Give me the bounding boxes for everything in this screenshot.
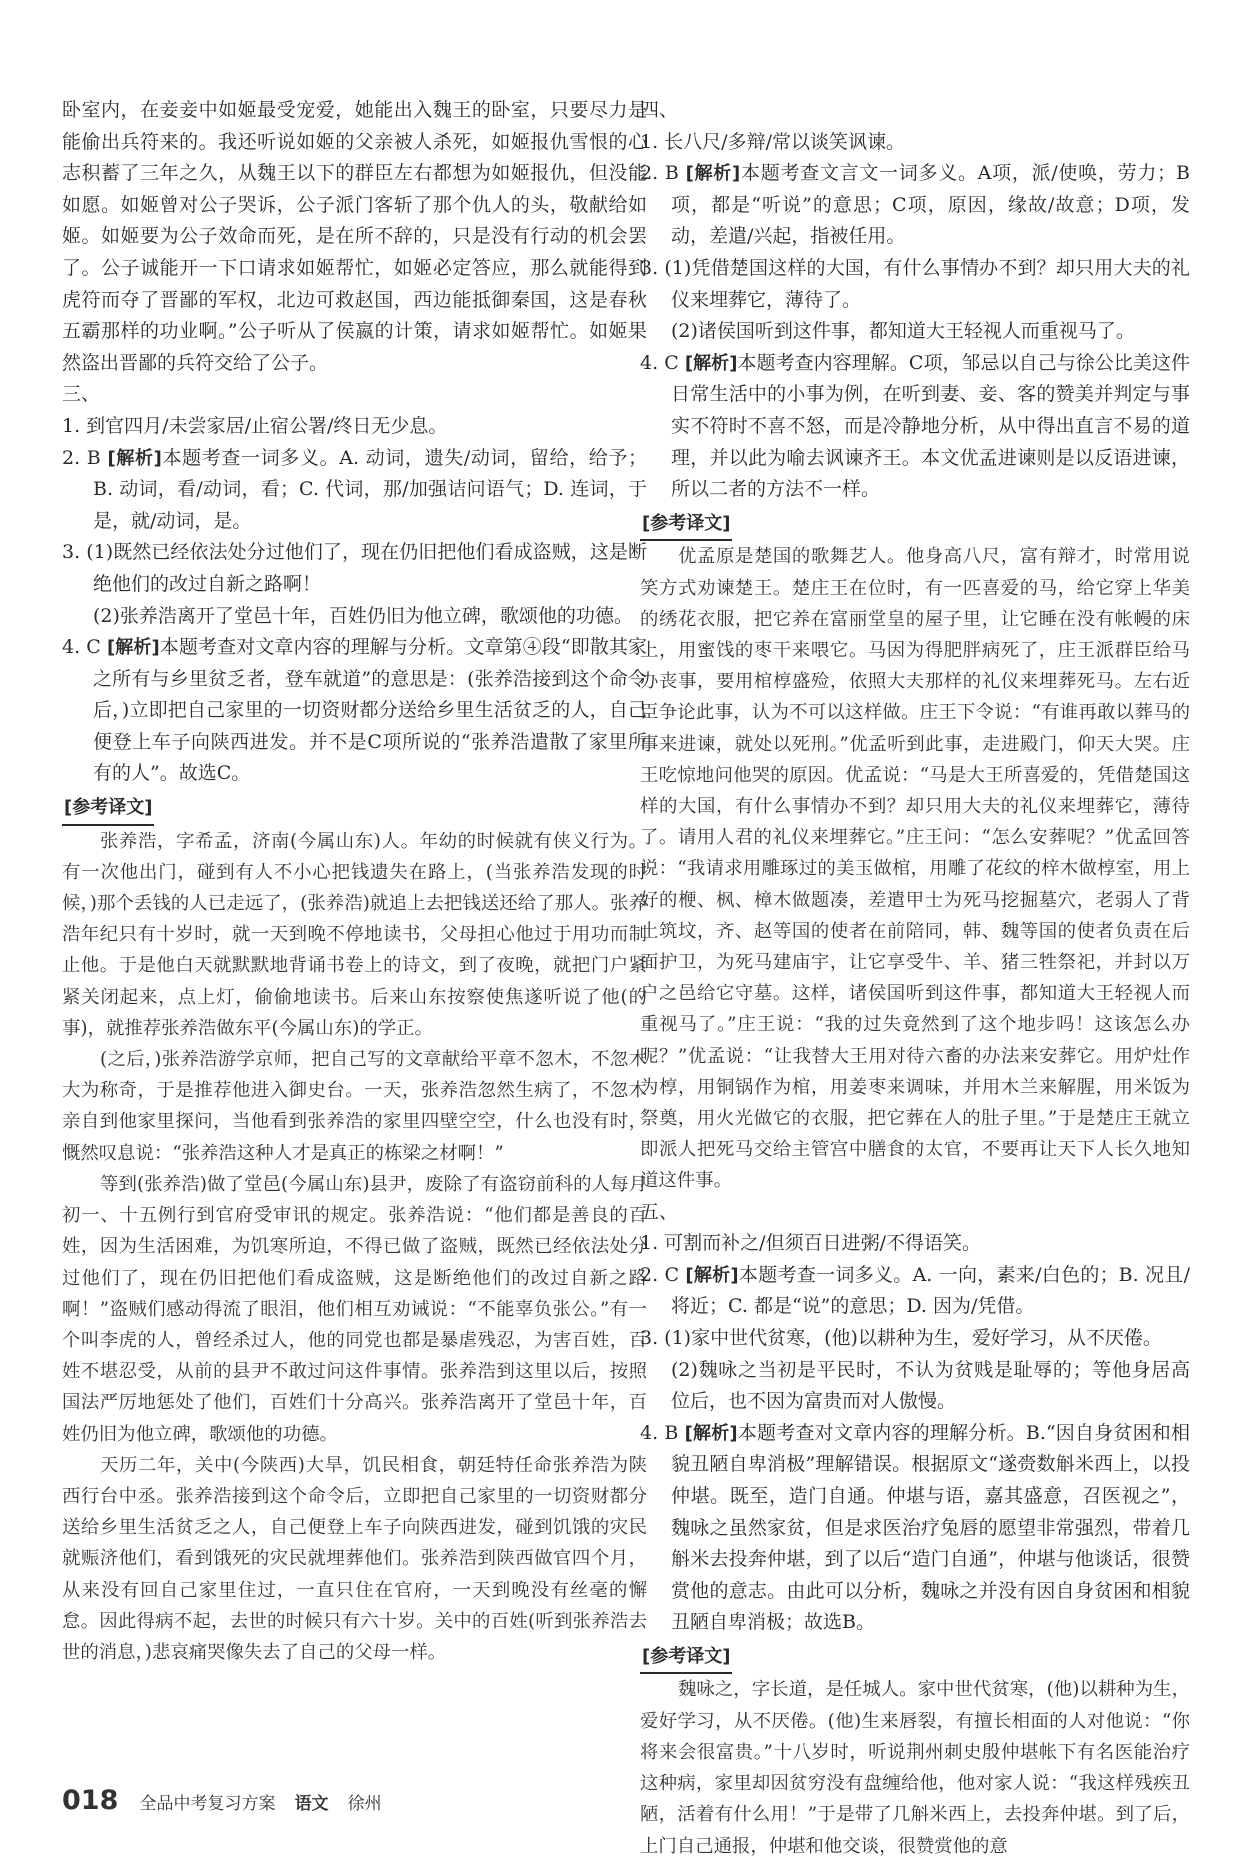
answer-3-part-2: (2)张养浩离开了堂邑十年，百姓仍旧为他立碑，歌颂他的功德。 — [93, 604, 633, 627]
answer-2: 2. C [解析]本题考查一词多义。A. 一向，素来/白色的；B. 况且/将近；C. 都是“说”的意思；D. 因为/凭借。 — [640, 1263, 1190, 1318]
section-heading-4: 四、 — [640, 99, 679, 121]
answer-3-part-1: 3. (1)凭借楚国这样的大国，有什么事情办不到？却只用大夫的礼仪来埋葬它，薄待了。 — [640, 256, 1190, 311]
analysis-tag: [解析] — [685, 163, 741, 185]
left-column — [62, 95, 647, 1668]
translation-block — [640, 541, 1190, 1196]
section-heading-3: 三、 — [62, 383, 101, 406]
translation-paragraph: 优孟原是楚国的歌舞艺人。他身高八尺，富有辩才，时常用说笑方式劝谏楚王。楚庄王在位时，有一匹喜爱的马，给它穿上华美的绣花衣服，把它养在富丽堂皇的屋子里，让它睡在没有帐幔的床上，用蜜饯的枣干来喂它。马因为得肥胖病死了，庄王派群臣给马办丧事，要用棺椁盛殓，依照大夫那样的礼仪来埋葬死马。左右近臣争论此事，认为不可以这样做。庄王下令说：“有谁再敢以葬马的事来进谏，就处以死刑。”优孟听到此事，走进殿门，仰天大哭。庄王吃惊地问他哭的原因。优孟说：“马是大王所喜爱的，凭借楚国这样的大国，有什么事情办不到？却只用大夫的礼仪来埋葬它，薄待了。请用人君的礼仪来埋葬它。”庄王问：“怎么安葬呢？”优孟回答说：“我请求用雕琢过的美玉做棺，用雕了花纹的梓木做椁室，用上好的楩、枫、樟木做题凑，差遣甲士为死马挖掘墓穴，老弱人了背土筑坟，齐、赵等国的使者在前陪同，韩、魏等国的使者负责在后面护卫，为死马建庙宇，让它享受牛、羊、猪三牲祭祀，并封以万户之邑给它守墓。这样，诸侯国听到这件事，都知道大王轻视人而重视马了。”庄王说：“我的过失竟然到了这个地步吗！这该怎么办呢？”优孟说：“让我替大王用对待六畜的办法来安葬它。用炉灶作为椁，用铜锅作为棺，用姜枣来调味，并用木兰来解腥，用米饭为祭奠，用火光做它的衣服，把它葬在人的肚子里。”于是楚庄王就立即派人把死马交给主管宫中膳食的太官，不要再让天下人长久地知道这件事。 — [640, 546, 1190, 1192]
reference-translation-heading: [参考译文] — [640, 1641, 732, 1675]
answer-1: 1. 到官四月/未尝家居/止宿公署/终日无少息。 — [62, 414, 448, 437]
analysis-tag: [解析] — [106, 637, 160, 659]
right-column — [640, 95, 1190, 1862]
answer-2: 2. B [解析]本题考查文言文一词多义。A项，派/使唤，劳力；B项，都是“听说”的意思；C项，原因，缘故/故意；D项，发动，差遣/兴起，指被任用。 — [640, 162, 1191, 248]
reference-translation-heading: [参考译文] — [640, 508, 732, 542]
reference-translation-heading: [参考译文] — [62, 792, 154, 826]
subject-label: 语文 — [294, 1794, 329, 1814]
answer-2: 2. B [解析]本题考查一词多义。A. 动词，遗失/动词，留给，给予；B. 动词，看/动词，看；C. 代词，那/加强诘问语气；D. 连词，于是，就/动词，是。 — [62, 446, 648, 532]
answer-1: 1. 可割而补之/但须百日进粥/不得语笑。 — [640, 1232, 981, 1255]
analysis-tag: [解析] — [684, 352, 738, 374]
translation-paragraph: 等到(张养浩)做了堂邑(今属山东)县尹，废除了有盗窃前科的人每月初一、十五例行到官府受审讯的规定。张养浩说：“他们都是善良的百姓，因为生活困难，为饥寒所迫，不得已做了盗贼，既然已经依法处分过他们了，现在仍旧把他们看成盗贼，这是断绝他们的改过自新之路啊！”盗贼们感动得流了眼泪，他们相互劝诫说：“不能辜负张公。”有一个叫李虎的人，曾经杀过人，他的同党也都是暴虐残忍，为害百姓，百姓不堪忍受，从前的县尹不敢过问这件事情。张养浩到这里以后，按照国法严厉地惩处了他们，百姓们十分高兴。张养浩离开了堂邑十年，百姓仍旧为他立碑，歌颂他的功德。 — [62, 1173, 647, 1445]
answer-1: 1. 长八尺/多辩/常以谈笑讽谏。 — [640, 130, 905, 153]
answer-3-part-1: 3. (1)既然已经依法处分过他们了，现在仍旧把他们看成盗贼，这是断绝他们的改过自新之路啊！ — [62, 541, 647, 595]
translation-paragraph: 天历二年，关中(今陕西)大旱，饥民相食，朝廷特任命张养浩为陕西行台中丞。张养浩接到这个命令后，立即把自己家里的一切资财都分送给乡里生活贫乏之人，自己便登上车子向陕西进发，碰到饥饿的灾民就赈济他们，看到饿死的灾民就埋葬他们。张养浩到陕西做官四个月，从来没有回自己家里住过，一直只住在官府，一天到晚没有丝毫的懈怠。因此得病不起，去世的时候只有六十岁。关中的百姓(听到张养浩去世的消息，)悲哀痛哭像失去了自己的父母一样。 — [62, 1454, 647, 1663]
section-heading-5: 五、 — [640, 1200, 679, 1223]
analysis-tag: [解析] — [684, 1422, 738, 1444]
answer-4: 4. C [解析]本题考查对文章内容的理解与分析。文章第④段“即散其家之所有与乡里贫乏者，登车就道”的意思是：(张养浩接到这个命令后，)立即把自己家里的一切资财都分送给乡里生活贫乏的人，自己便登上车子向陕西进发。并不是C项所说的“张养浩遣散了家里所有的人”。故选C。 — [62, 636, 648, 785]
page-footer — [62, 1785, 396, 1816]
answer-3-part-2: (2)诸侯国听到这件事，都知道大王轻视人而重视马了。 — [671, 320, 1135, 343]
answer-3-part-2: (2)魏咏之当初是平民时，不认为贫贱是耻辱的；等他身居高位后，也不因为富贵而对人傲慢。 — [671, 1358, 1190, 1413]
page-number: 018 — [62, 1785, 119, 1816]
translation-paragraph: 魏咏之，字长道，是任城人。家中世代贫寒，(他)以耕种为生，爱好学习，从不厌倦。(他)生来唇裂，有擅长相面的人对他说：“你将来会很富贵。”十八岁时，听说荆州刺史殷仲堪帐下有名医能治疗这种病，家里却因贫穷没有盘缠给他，他对家人说：“我这样残疾丑陋，活着有什么用！”于是带了几斛米西上，去投奔仲堪。到了后，上门自己通报，仲堪和他交谈，很赞赏他的意 — [640, 1679, 1190, 1857]
answer-4: 4. B [解析]本题考查对文章内容的理解分析。B.“因自身贫困和相貌丑陋自卑消极”理解错误。根据原文“遂赍数斛米西上，以投仲堪。既至，造门自通。仲堪与语，嘉其盛意，召医视之”，魏咏之虽然家贫，但是求医治疗兔唇的愿望非常强烈，带着几斛米去投奔仲堪，到了以后“造门自通”，仲堪与他谈话，很赞赏他的意志。由此可以分析，魏咏之并没有因自身贫困和相貌丑陋自卑消极；故选B。 — [640, 1421, 1191, 1634]
translation-paragraph: (之后，)张养浩游学京师，把自己写的文章献给平章不忽木，不忽木大为称奇，于是推荐他进入御史台。一天，张养浩忽然生病了，不忽木亲自到他家里探问，当他看到张养浩的家里四壁空空，什么也没有时，慨然叹息说：“张养浩这种人才是真正的栋梁之材啊！” — [62, 1049, 647, 1164]
region-label: 徐州 — [347, 1794, 382, 1814]
translation-paragraph: 张养浩，字希孟，济南(今属山东)人。年幼的时候就有侠义行为。有一次他出门，碰到有人不小心把钱遗失在路上，(当张养浩发现的时候，)那个丢钱的人已走远了，(张养浩)就追上去把钱送还给了那人。张养浩年纪只有十岁时，就一天到晚不停地读书，父母担心他过于用功而制止他。于是他白天就默默地背诵书卷上的诗文，到了夜晚，就把门户紧紧关闭起来，点上灯，偷偷地读书。后来山东按察使焦遂听说了他(的事)，就推荐张养浩做东平(今属山东)的学正。 — [62, 830, 647, 1039]
translation-block — [640, 1674, 1190, 1861]
analysis-tag: [解析] — [107, 447, 162, 469]
translation-block — [62, 826, 647, 1668]
answer-4: 4. C [解析]本题考查内容理解。C项，邹忌以自己与徐公比美这件日常生活中的小事为例，在听到妻、妾、客的赞美并判定与事实不符时不喜不怒，而是冷静地分析，从中得出直言不易的道理，并以此为喻去讽谏齐王。本文优孟进谏则是以反语进谏，所以二者的方法不一样。 — [640, 351, 1191, 501]
book-title: 全品中考复习方案 — [139, 1794, 276, 1814]
continued-translation-paragraph: 卧室内，在妾妾中如姬最受宠爱，她能出入魏王的卧室，只要尽力是能偷出兵符来的。我还听说如姬的父亲被人杀死，如姬报仇雪恨的心志积蓄了三年之久，从魏王以下的群臣左右都想为如姬报仇，但没能如愿。如姬曾对公子哭诉，公子派门客斩了那个仇人的头，敬献给如姬。如姬要为公子效命而死，是在所不辞的，只是没有行动的机会罢了。公子诚能开一下口请求如姬帮忙，如姬必定答应，那么就能得到虎符而夺了晋鄙的军权，北边可救赵国，西边能抵御秦国，这是春秋五霸那样的功业啊。”公子听从了侯嬴的计策，请求如姬帮忙。如姬果然盗出晋鄙的兵符交给了公子。 — [62, 99, 647, 374]
answer-3-part-1: 3. (1)家中世代贫寒，(他)以耕种为生，爱好学习，从不厌倦。 — [640, 1326, 1162, 1349]
analysis-tag: [解析] — [685, 1264, 739, 1286]
